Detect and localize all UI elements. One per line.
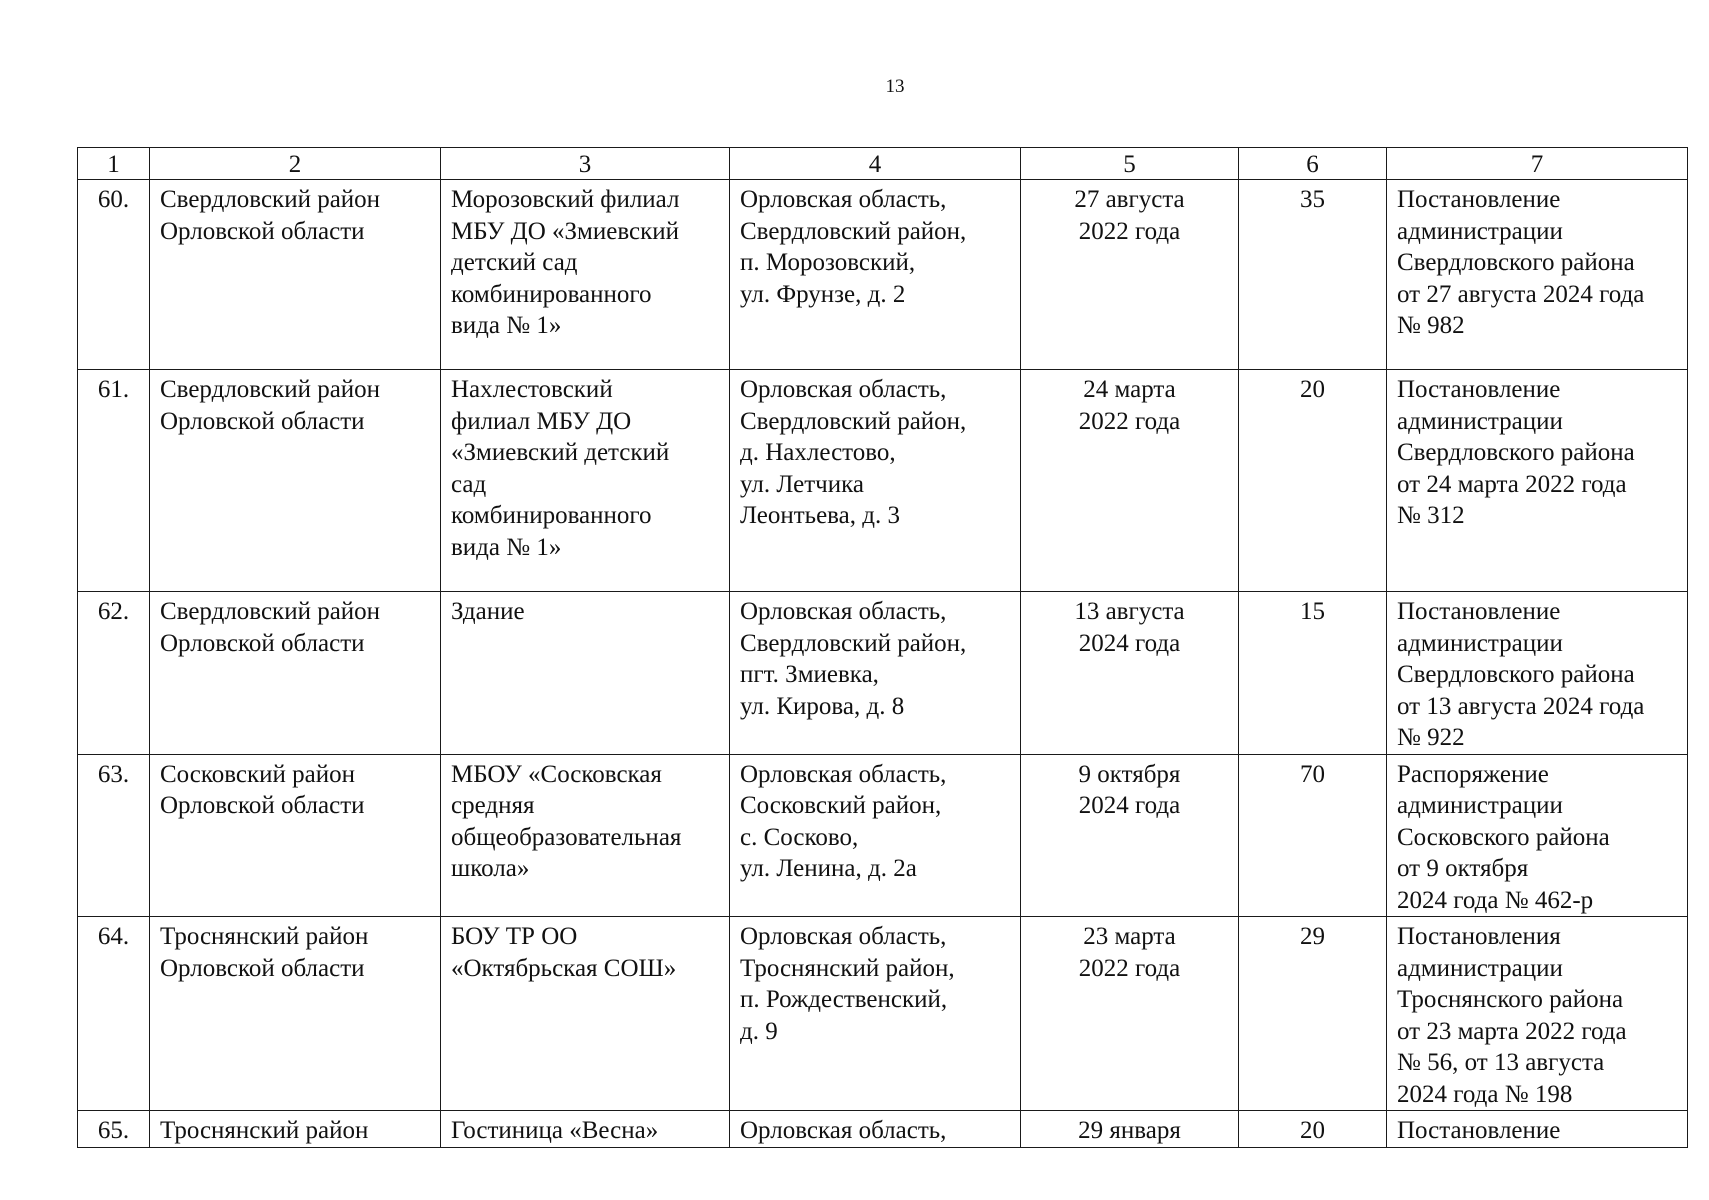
table-row [78,370,1688,592]
count-cell: 70 [1239,754,1387,917]
row-number: 65. [78,1111,150,1148]
registry-table [77,147,1688,1148]
column-header: 4 [730,148,1021,180]
object-cell: МБОУ «Сосковская средняя общеобразовательная школа» [441,754,730,917]
column-header: 6 [1239,148,1387,180]
date-cell: 13 августа 2024 года [1021,592,1239,755]
address-cell: Орловская область, Свердловский район, пгт. Змиевка, ул. Кирова, д. 8 [730,592,1021,755]
district-cell: Свердловский район Орловской области [150,180,441,370]
count-cell: 35 [1239,180,1387,370]
row-number: 61. [78,370,150,592]
document-cell: Распоряжение администрации Сосковского района от 9 октября 2024 года № 462-р [1387,754,1688,917]
row-number: 63. [78,754,150,917]
table-row [78,754,1688,917]
district-cell: Сосковский район Орловской области [150,754,441,917]
count-cell: 29 [1239,917,1387,1111]
object-cell: Нахлестовский филиал МБУ ДО «Змиевский детский сад комбинированного вида № 1» [441,370,730,592]
table-row [78,592,1688,755]
document-cell: Постановление администрации Свердловского района от 24 марта 2022 года № 312 [1387,370,1688,592]
district-cell: Троснянский район Орловской области [150,917,441,1111]
row-number: 62. [78,592,150,755]
address-cell: Орловская область, Сосковский район, с. Сосково, ул. Ленина, д. 2а [730,754,1021,917]
object-cell: Морозовский филиал МБУ ДО «Змиевский детский сад комбинированного вида № 1» [441,180,730,370]
address-cell: Орловская область, Троснянский район, п. Рождественский, д. 9 [730,917,1021,1111]
address-cell: Орловская область, Свердловский район, д. Нахлестово, ул. Летчика Леонтьева, д. 3 [730,370,1021,592]
document-cell: Постановление администрации Свердловского района от 27 августа 2024 года № 982 [1387,180,1688,370]
district-cell: Свердловский район Орловской области [150,370,441,592]
column-header: 7 [1387,148,1688,180]
count-cell: 20 [1239,1111,1387,1148]
table-row [78,1111,1688,1148]
district-cell: Троснянский район [150,1111,441,1148]
column-header: 3 [441,148,730,180]
document-cell: Постановление [1387,1111,1688,1148]
date-cell: 29 января [1021,1111,1239,1148]
count-cell: 15 [1239,592,1387,755]
document-cell: Постановление администрации Свердловского района от 13 августа 2024 года № 922 [1387,592,1688,755]
table-row [78,917,1688,1111]
document-cell: Постановления администрации Троснянского района от 23 марта 2022 года № 56, от 13 августа 2024 года № 198 [1387,917,1688,1111]
row-number: 64. [78,917,150,1111]
object-cell: Гостиница «Весна» [441,1111,730,1148]
date-cell: 24 марта 2022 года [1021,370,1239,592]
object-cell: Здание [441,592,730,755]
district-cell: Свердловский район Орловской области [150,592,441,755]
date-cell: 23 марта 2022 года [1021,917,1239,1111]
object-cell: БОУ ТР ОО «Октябрьская СОШ» [441,917,730,1111]
page-number: 13 [885,76,905,97]
column-header: 2 [150,148,441,180]
table-header-row [78,148,1688,180]
count-cell: 20 [1239,370,1387,592]
address-cell: Орловская область, Свердловский район, п. Морозовский, ул. Фрунзе, д. 2 [730,180,1021,370]
column-header: 1 [78,148,150,180]
date-cell: 27 августа 2022 года [1021,180,1239,370]
date-cell: 9 октября 2024 года [1021,754,1239,917]
table-row [78,180,1688,370]
address-cell: Орловская область, [730,1111,1021,1148]
row-number: 60. [78,180,150,370]
column-header: 5 [1021,148,1239,180]
